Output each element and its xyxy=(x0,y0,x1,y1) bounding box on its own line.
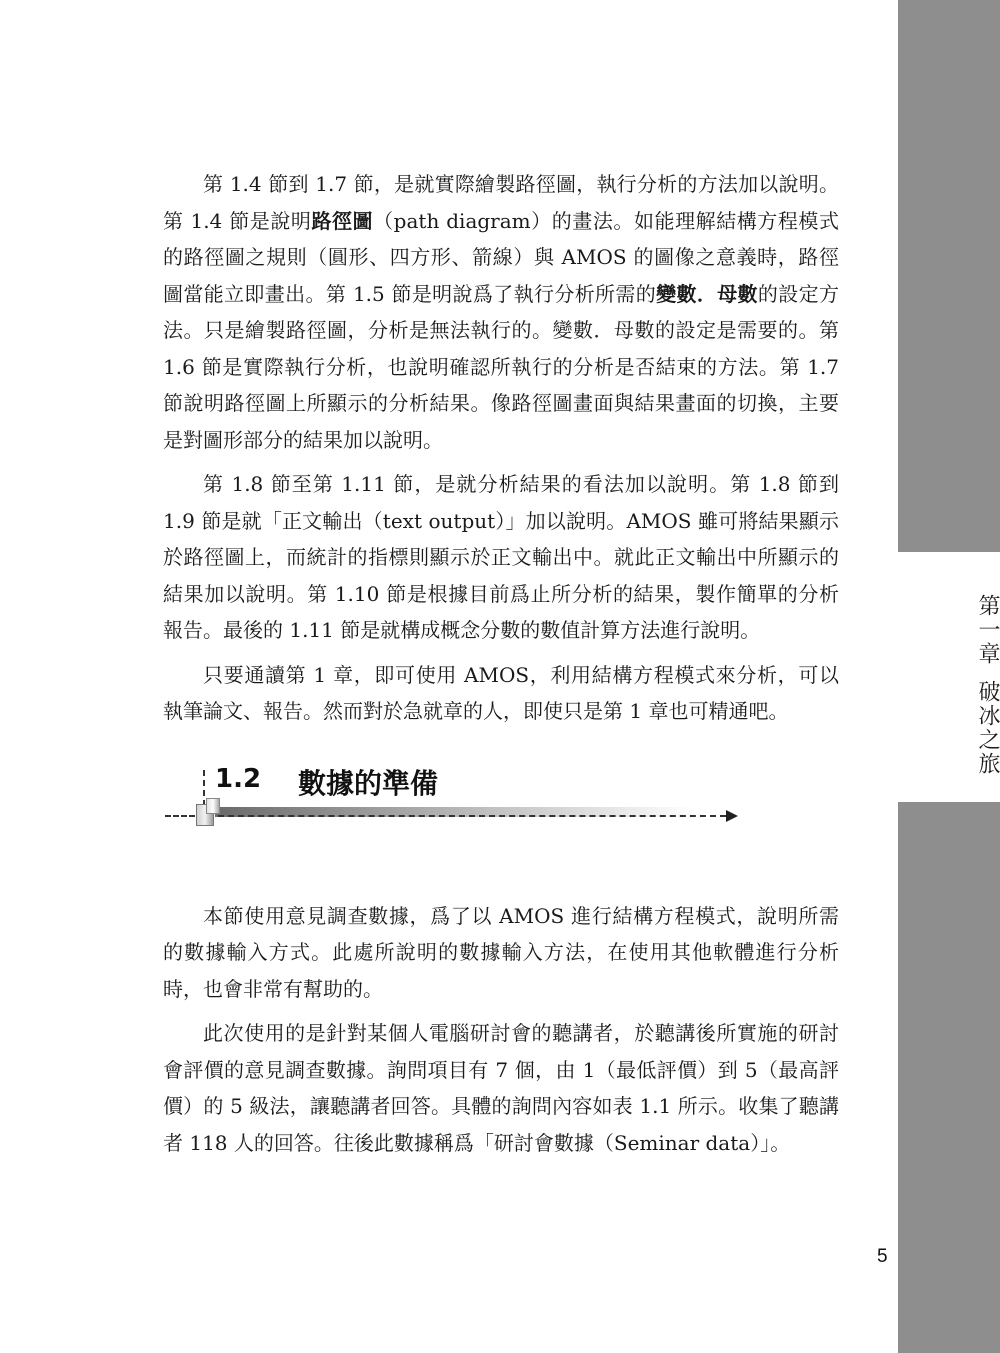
heading-small-cube-icon xyxy=(206,798,220,814)
paragraphs-before-section xyxy=(163,166,839,730)
paragraph xyxy=(163,1015,839,1161)
bold-term: 路徑圖 xyxy=(311,208,374,233)
heading-dashed-left xyxy=(165,815,195,817)
chapter-label: 第一章 xyxy=(975,594,1000,666)
paragraphs-after-section xyxy=(163,898,839,1162)
section-number: 1.2 xyxy=(215,763,262,794)
bold-term: 變數．母數 xyxy=(656,281,758,306)
paragraph xyxy=(163,466,839,649)
paragraph xyxy=(163,166,839,458)
paragraph xyxy=(163,657,839,730)
heading-dashed-vertical xyxy=(203,770,205,806)
paragraph-text: 本節使用意見調查數據，爲了以 AMOS 進行結構方程模式，說明所需的數據輸入方式。此處所說明的數據輸入方法，在使用其他軟體進行分析時，也會非常有幫助的。 xyxy=(163,903,839,1001)
page-number: 5 xyxy=(877,1246,888,1267)
section-title: 數據的準備 xyxy=(298,766,439,800)
section-heading xyxy=(163,763,839,890)
heading-arrow-icon xyxy=(726,810,738,822)
chapter-side-tab-text xyxy=(898,594,1000,776)
paragraph-text: 的設定方法。只是繪製路徑圖，分析是無法執行的。變數．母數的設定是需要的。第 1.6 節是實際執行分析，也說明確認所執行的分析是否結束的方法。第 1.7 節說明路徑圖上所顯示的分析結果。像路徑圖畫面與結果畫面的切換，主要是對圖形部分的結果加以說明。 xyxy=(163,281,839,452)
chapter-side-tab xyxy=(898,552,1000,802)
paragraph xyxy=(163,898,839,1008)
heading-dashed-arrow-line xyxy=(218,815,726,817)
main-content xyxy=(163,166,839,1161)
paragraph-text: 只要通讀第 1 章，即可使用 AMOS，利用結構方程模式來分析，可以執筆論文、報告。然而對於急就章的人，即使只是第 1 章也可精通吧。 xyxy=(163,662,839,723)
chapter-title: 破冰之旅 xyxy=(975,680,1000,776)
paragraph-text: 第 1.8 節至第 1.11 節，是就分析結果的看法加以說明。第 1.8 節到 1.9 節是就「正文輸出（text output）」加以說明。AMOS 雖可將結果顯示於路徑圖上，而統計的指標則顯示於正文輸出中。就此正文輸出中所顯示的結果加以說明。第 1.10 節是根據目前爲止所分析的結果，製作簡單的分析報告。最後的 1.11 節是就構成概念分數的數值計算方法進行說明。 xyxy=(163,472,839,642)
paragraph-text: （path diagram）的畫法。如能理解結構方程模式的路徑圖之規則（圓形、四方形、箭線）與 AMOS 的圖像之意義時，路徑圖當能立即畫出。第 1.5 節是明說爲了執行分析所需的 xyxy=(163,208,839,306)
paragraph-text: 此次使用的是針對某個人電腦研討會的聽講者，於聽講後所實施的研討會評價的意見調查數據。詢問項目有 7 個，由 1（最低評價）到 5（最高評價）的 5 級法，讓聽講者回答。具體的詢問內容如表 1.1 所示。收集了聽講者 118 人的回答。往後此數據稱爲「研討會數據（Seminar data）」。 xyxy=(163,1021,839,1155)
paragraph-text: 第 1.4 節到 1.7 節，是就實際繪製路徑圖，執行分析的方法加以說明。第 1.4 節是說明 xyxy=(163,172,839,233)
